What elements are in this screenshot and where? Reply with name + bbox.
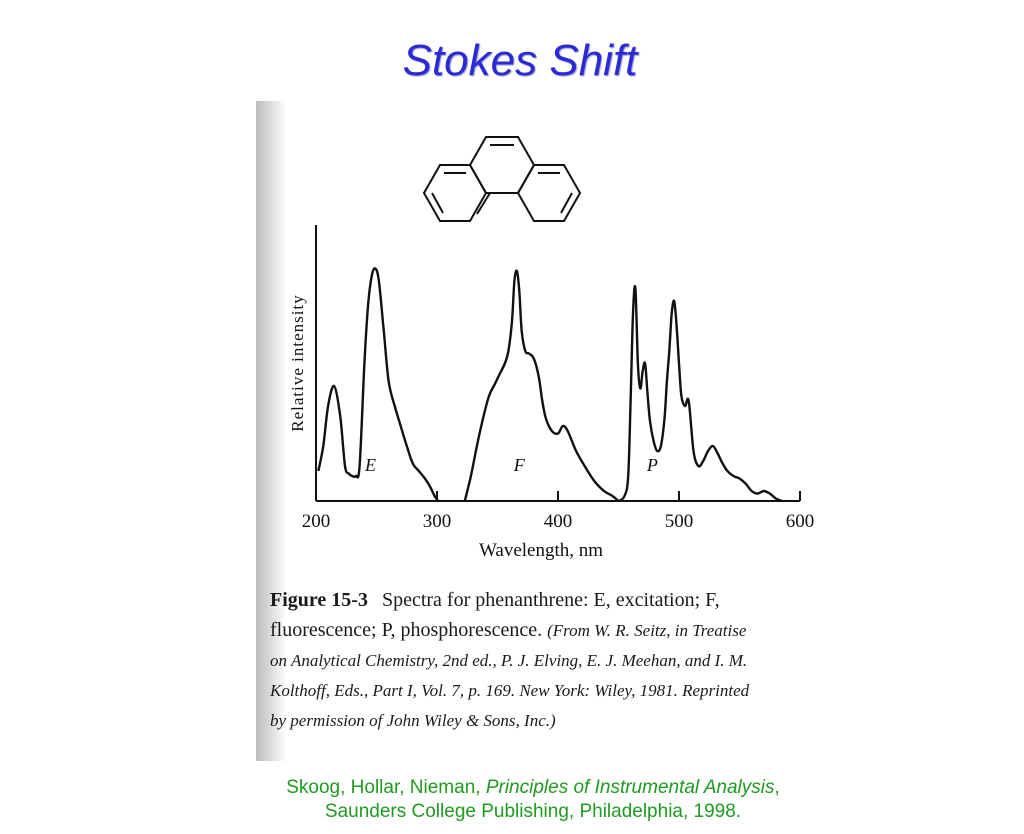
caption-line-1: Spectra for phenanthrene: E, excitation; F, <box>381 589 720 611</box>
figure-caption <box>270 585 842 736</box>
spectra-lines <box>318 268 782 501</box>
peak-label-F: F <box>513 455 525 475</box>
spectra-chart <box>256 101 848 581</box>
x-tick-label-200: 200 <box>301 511 331 532</box>
x-tick-label-600: 600 <box>785 511 815 532</box>
caption-line-3: on Analytical Chemistry, 2nd ed., P. J. Elving, E. J. Meehan, and I. M. <box>270 651 748 670</box>
x-ticks <box>316 491 800 501</box>
figure-label: Figure 15-3 <box>270 589 368 611</box>
series-line-F <box>465 271 619 501</box>
x-tick-labels <box>302 511 815 532</box>
series-line-P <box>619 286 782 501</box>
phenanthrene-structure <box>424 137 580 221</box>
source-trailing: , <box>774 777 780 798</box>
source-citation <box>0 776 1024 824</box>
slide-title: Stokes Shift <box>402 36 638 85</box>
caption-line-2-main: fluorescence; P, phosphorescence. <box>270 619 543 641</box>
x-tick-label-500: 500 <box>664 511 694 532</box>
peak-label-P: P <box>646 455 658 475</box>
y-axis-label: Relative intensity <box>288 294 307 432</box>
x-axis-label: Wavelength, nm <box>478 540 604 561</box>
source-line-1 <box>0 776 1024 800</box>
source-authors: Skoog, Hollar, Nieman, <box>286 777 486 798</box>
caption-line-2-source: (From W. R. Seitz, in Treatise <box>547 621 747 640</box>
scanned-figure <box>256 101 848 761</box>
caption-line-4: Kolthoff, Eds., Part I, Vol. 7, p. 169. New York: Wiley, 1981. Reprinted <box>270 681 750 700</box>
peak-label-E: E <box>364 455 376 475</box>
caption-line-5: by permission of John Wiley & Sons, Inc.) <box>270 711 556 730</box>
peak-labels <box>364 455 658 475</box>
x-tick-label-400: 400 <box>543 511 573 532</box>
source-line-2: Saunders College Publishing, Philadelphia, 1998. <box>324 801 742 822</box>
source-book-title: Principles of Instrumental Analysis <box>485 777 775 798</box>
x-tick-label-300: 300 <box>422 511 452 532</box>
series-line-E <box>318 268 438 501</box>
